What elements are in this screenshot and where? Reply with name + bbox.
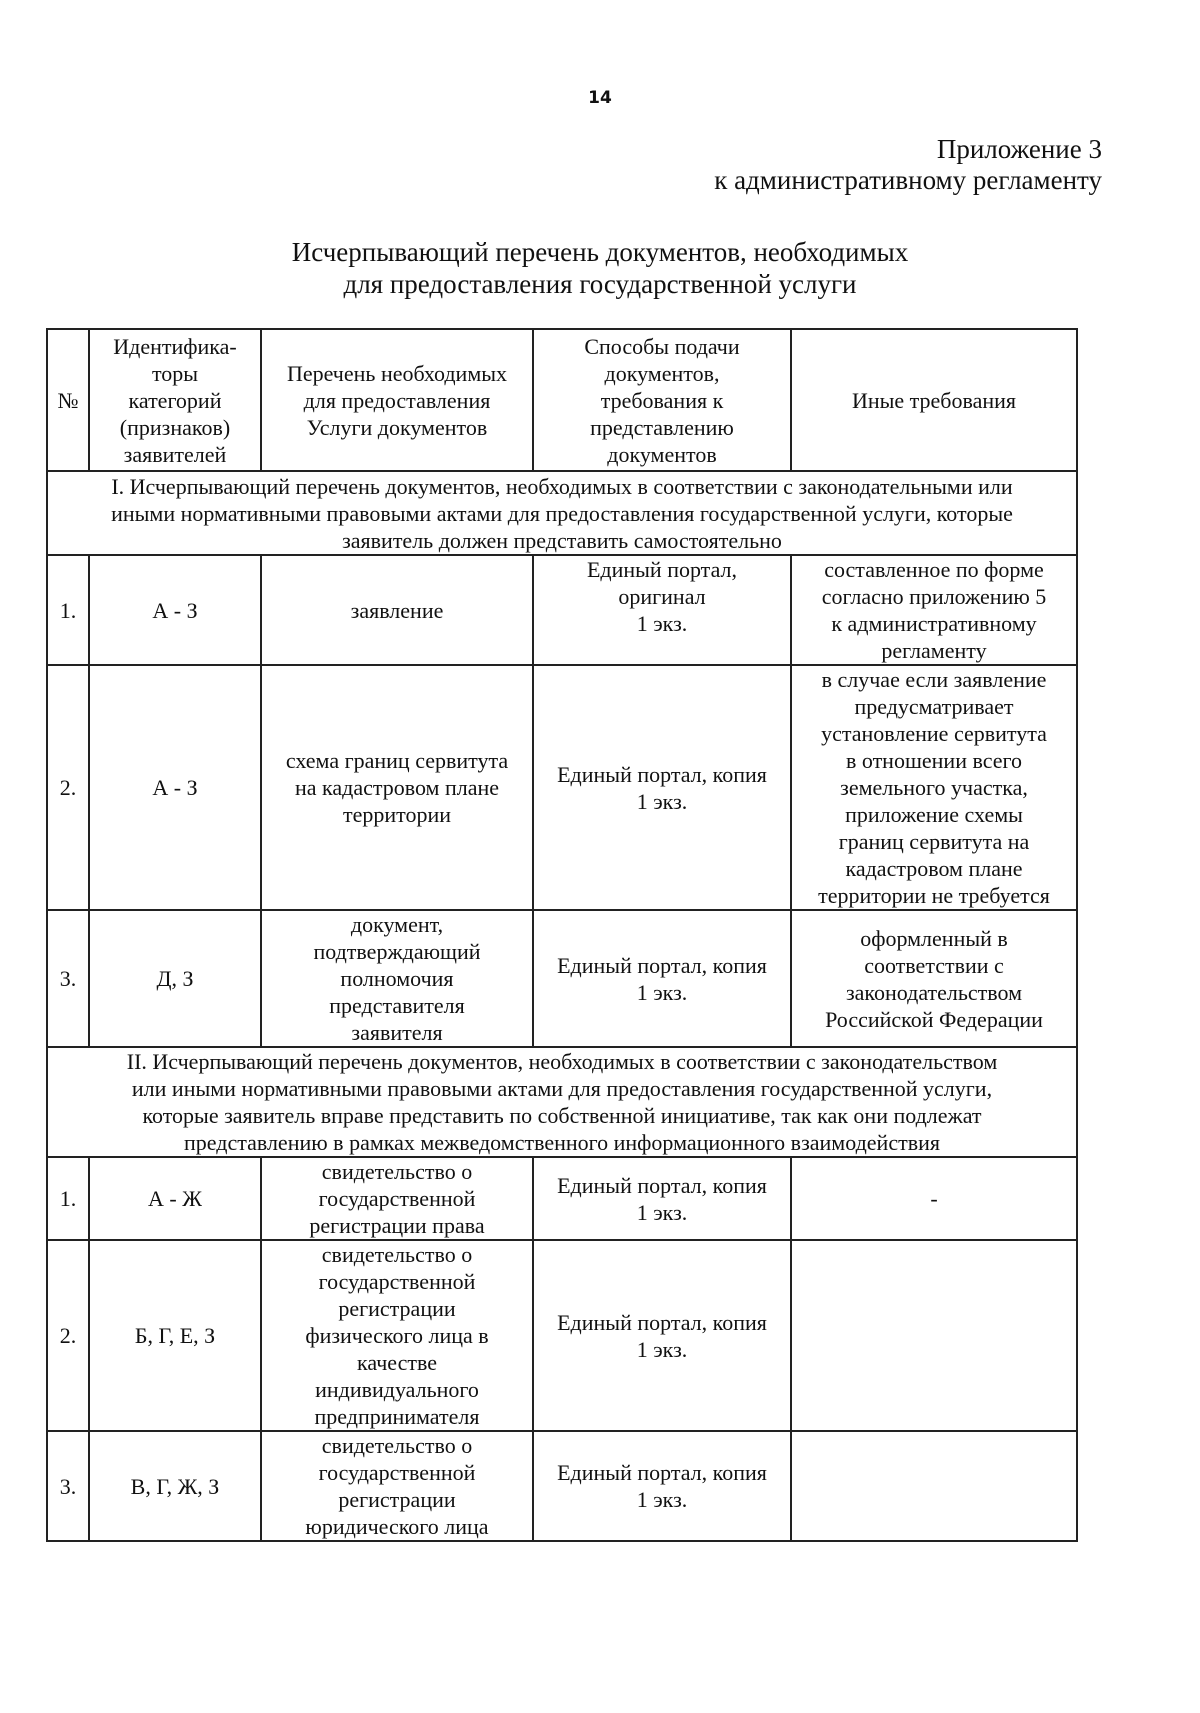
text-line: в отношении всего [845,748,1023,773]
header-categories [89,329,261,471]
text-line: к административному [831,611,1037,636]
text-line: документов [607,441,717,467]
cell-number: 2. [47,1240,89,1431]
text-line: Услуги документов [306,414,488,440]
text-line: II. Исчерпывающий перечень документов, необходимых в соответствии с законодательством [126,1049,998,1074]
text-line: представителя [329,993,465,1018]
cell-method [533,1240,791,1431]
text-line: земельного участка, [840,775,1028,800]
section-title [47,471,1077,555]
text-line: составленное по форме [824,557,1044,582]
cell-document [261,910,533,1047]
text-line: приложение схемы [845,802,1023,827]
header-row [47,329,1077,471]
cell-other [791,1240,1077,1431]
cell-other [791,1157,1077,1240]
cell-method [533,1431,791,1541]
cell-other [791,1431,1077,1541]
text-line: Идентифика- [113,333,237,359]
text-line: кадастровом плане [845,856,1023,881]
table-row [47,665,1077,910]
text-line: Единый портал, копия [557,1309,767,1335]
text-line: регламенту [881,638,987,663]
text-line: Единый портал, копия [557,952,767,978]
cell-number: 1. [47,1157,89,1240]
cell-categories: А - З [89,555,261,665]
cell-categories: А - З [89,665,261,910]
text-line: документов, [604,360,720,386]
text-line: для предоставления [303,387,491,413]
text-line: оформленный в [860,925,1008,951]
section-header-row [47,1047,1077,1157]
text-line: заявитель должен представить самостоятельно [342,527,782,553]
text-line: предпринимателя [314,1404,480,1429]
cell-number: 1. [47,555,89,665]
text-line: Единый портал, копия [557,761,767,787]
section-title [47,1047,1077,1157]
text-line: государственной [318,1460,476,1485]
text-line: представлению в рамках межведомственного информационного взаимодействия [184,1130,940,1155]
text-line: согласно приложению 5 [821,584,1047,609]
section-header-row [47,471,1077,555]
cell-method [533,555,791,665]
text-line: которые заявитель вправе представить по собственной инициативе, так как они подлежат [142,1103,982,1128]
text-line: регистрации [338,1487,456,1512]
page-number: 14 [588,88,612,108]
text-line: торы [151,360,199,386]
text-line: законодательством [845,979,1023,1005]
text-line: оригинал [618,584,706,609]
text-line: 1 экз. [636,788,688,814]
text-line: I. Исчерпывающий перечень документов, необходимых в соответствии с законодательными или [111,473,1013,499]
cell-other [791,910,1077,1047]
text-line: представлению [590,414,734,440]
text-line: предусматривает [854,694,1014,719]
table-row [47,1431,1077,1541]
text-line: иными нормативными правовыми актами для предоставления государственной услуги, которые [111,500,1013,526]
text-line: схема границ сервитута [285,748,509,773]
text-line: свидетельство о [321,1242,473,1267]
text-line: подтверждающий [313,939,481,964]
text-line: заявителя [351,1020,443,1045]
cell-categories: В, Г, Ж, З [89,1431,261,1541]
cell-number: 3. [47,910,89,1047]
text-line: территории [342,802,452,827]
text-line: требования к [600,387,724,413]
cell-document [261,1431,533,1541]
text-line: Единый портал, копия [557,1172,767,1198]
title-line-2: для предоставления государственной услуги [343,269,857,299]
table-row [47,1157,1077,1240]
cell-categories: Б, Г, Е, З [89,1240,261,1431]
text-line: 1 экз. [636,979,688,1005]
text-line: территории не требуется [818,883,1050,908]
text-line: государственной [318,1186,476,1211]
documents-table [46,328,1078,1542]
text-line: 1 экз. [636,1199,688,1225]
text-line: Единый портал, [586,557,738,582]
header-methods [533,329,791,471]
text-line: индивидуального [315,1377,479,1402]
text-line: границ сервитута на [838,829,1030,854]
text-line: заявление [350,597,444,623]
text-line: 1 экз. [636,1487,688,1512]
text-line: категорий [128,387,222,413]
text-line: Единый портал, копия [557,1460,767,1485]
text-line: документ, [350,912,444,937]
text-line: регистрации [338,1296,456,1321]
text-line: Способы подачи [584,333,740,359]
text-line: полномочия [340,966,454,991]
text-line: 1 экз. [636,611,688,636]
table-row [47,555,1077,665]
appendix-line-2: к административному регламенту [714,165,1102,195]
cell-method [533,665,791,910]
text-line: физического лица в [305,1323,489,1348]
document-title [0,236,1200,300]
text-line: (признаков) [119,414,231,440]
text-line: соответствии с [864,952,1004,978]
cell-document [261,665,533,910]
cell-number: 2. [47,665,89,910]
text-line: свидетельство о [321,1159,473,1184]
text-line: или иными нормативными правовыми актами для предоставления государственной услуги, [131,1076,993,1101]
header-documents [261,329,533,471]
text-line: 1 экз. [636,1336,688,1362]
cell-method [533,1157,791,1240]
table-row [47,910,1077,1047]
title-line-1: Исчерпывающий перечень документов, необходимых [291,237,909,267]
text-line: установление сервитута [821,721,1047,746]
header-other: Иные требования [791,329,1077,471]
text-line: юридического лица [305,1514,489,1539]
text-line: на кадастровом плане [294,775,500,800]
cell-document [261,1240,533,1431]
cell-document [261,1157,533,1240]
cell-document [261,555,533,665]
cell-number: 3. [47,1431,89,1541]
text-line: свидетельство о [321,1433,473,1458]
text-line: Перечень необходимых [286,360,508,386]
table-body [47,329,1077,1541]
text-line: регистрации права [309,1213,485,1238]
appendix-line-1: Приложение 3 [936,134,1102,164]
text-line: в случае если заявление [821,667,1047,692]
text-line: Российской Федерации [825,1006,1043,1032]
appendix-note [714,134,1102,196]
text-line: заявителей [123,441,227,467]
table-row [47,1240,1077,1431]
text-line: качестве [356,1350,438,1375]
cell-other [791,555,1077,665]
cell-categories: Д, З [89,910,261,1047]
cell-method [533,910,791,1047]
text-line: - [930,1186,938,1211]
cell-other [791,665,1077,910]
header-num: № [47,329,89,471]
text-line: государственной [318,1269,476,1294]
cell-categories: А - Ж [89,1157,261,1240]
